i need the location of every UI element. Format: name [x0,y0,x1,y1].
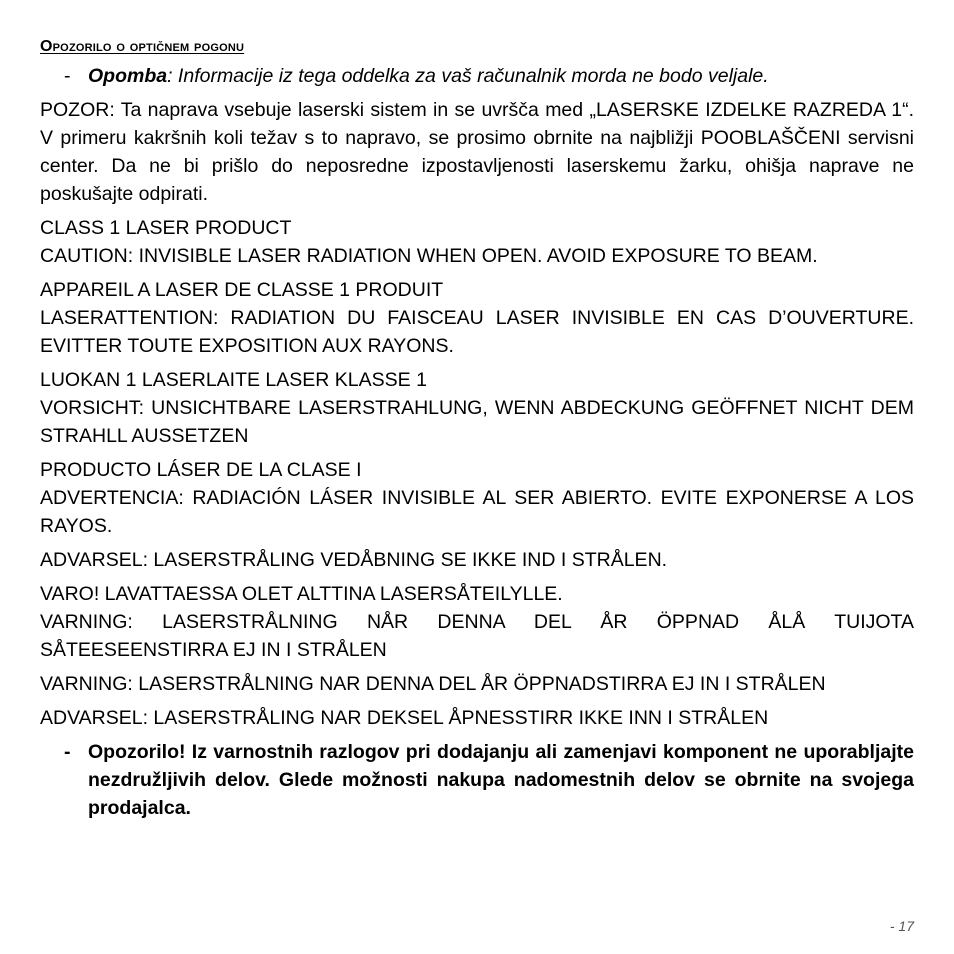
warning-german [40,366,914,450]
page-number: - 17 [889,918,914,934]
warning-english-line2: CAUTION: INVISIBLE LASER RADIATION WHEN OPEN. AVOID EXPOSURE TO BEAM. [40,245,818,267]
note-item [40,62,914,90]
warning-german-line1: LUOKAN 1 LASERLAITE LASER KLASSE 1 [40,369,427,391]
component-warning-item [40,738,914,822]
note-label: Opomba [88,65,168,87]
warning-dash: - [64,741,71,763]
warning-german-line2: VORSICHT: UNSICHTBARE LASERSTRAHLUNG, WENN ABDECKUNG GEÖFFNET NICHT DEM STRAHLL AUSSETZEN [40,397,914,447]
note-body [88,62,769,90]
warning-swedish: VARNING: LASERSTRÅLNING NAR DENNA DEL ÅR ÖPPNADSTIRRA EJ IN I STRÅLEN [40,673,826,695]
warning-english [40,214,914,270]
warning-finnish-swedish [40,580,914,664]
warning-spanish-line1: PRODUCTO LÁSER DE LA CLASE I [40,459,362,481]
caution-slovenian: POZOR: Ta naprava vsebuje laserski sistem in se uvršča med „LASERSKE IZDELKE RAZREDA 1“. V primeru kakršnih koli težav s to napravo, se prosimo obrnite na najbližji POOBLAŠČENI servisni center. Da ne bi prišlo do neposredne izpostavljenosti laserskemu žarku, ohišja naprave ne poskušajte odpirati. [40,99,914,205]
note-dash: - [64,65,71,87]
note-text: : Informacije iz tega oddelka za vaš računalnik morda ne bodo veljale. [167,65,769,87]
component-warning-text: Opozorilo! Iz varnostnih razlogov pri dodajanju ali zamenjavi komponent ne uporabljajte nezdružljivih delov. Glede možnosti nakupa nadomestnih delov se obrnite na svojega prodajalca. [88,741,914,819]
warning-english-line1: CLASS 1 LASER PRODUCT [40,217,292,239]
warning-norwegian: ADVARSEL: LASERSTRÅLING NAR DEKSEL ÅPNESSTIRR IKKE INN I STRÅLEN [40,707,769,729]
warning-spanish [40,456,914,540]
warning-french-line1: APPAREIL A LASER DE CLASSE 1 PRODUIT [40,279,444,301]
warning-spanish-line2: ADVERTENCIA: RADIACIÓN LÁSER INVISIBLE AL SER ABIERTO. EVITE EXPONERSE A LOS RAYOS. [40,487,914,537]
warning-danish: ADVARSEL: LASERSTRÅLING VEDÅBNING SE IKKE IND I STRÅLEN. [40,549,668,571]
warning-french [40,276,914,360]
page-content [40,36,914,822]
warning-french-line2: LASERATTENTION: RADIATION DU FAISCEAU LASER INVISIBLE EN CAS D’OUVERTURE. EVITTER TOUTE EXPOSITION AUX RAYONS. [40,307,914,357]
warning-finnish-line: VARO! LAVATTAESSA OLET ALTTINA LASERSÅTEILYLLE. [40,583,563,605]
warning-swedish-line: VARNING: LASERSTRÅLNING NÅR DENNA DEL ÅR ÖPPNAD ÅLÅ TUIJOTA SÅTEESEENSTIRRA EJ IN I STRÅLEN [40,611,914,661]
section-heading: Opozorilo o optičnem pogonu [40,38,245,55]
